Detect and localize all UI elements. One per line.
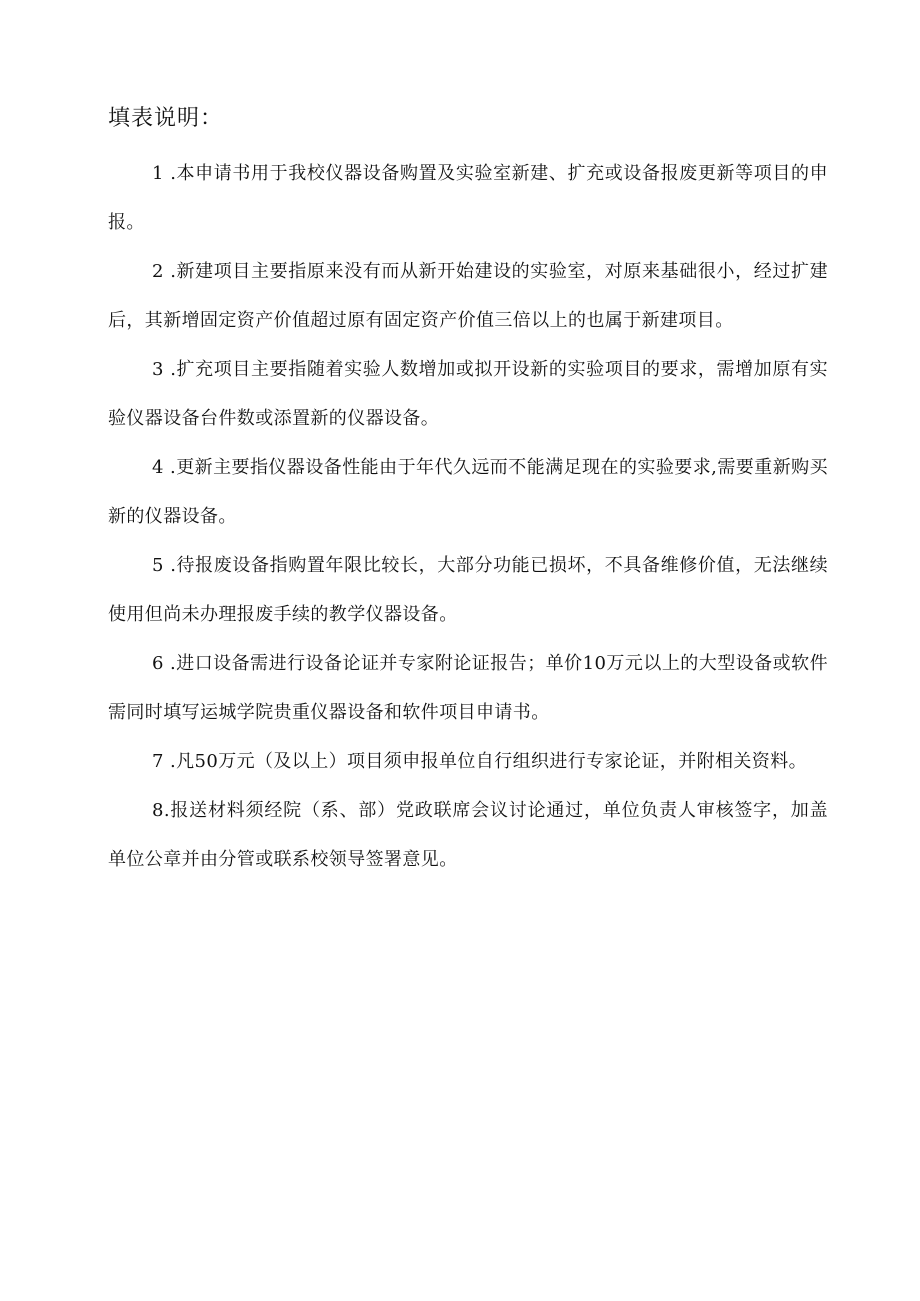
instruction-item-7: 7 .凡50万元（及以上）项目须申报单位自行组织进行专家论证，并附相关资料。 [152,751,807,772]
instruction-item-4: 4 .更新主要指仪器设备性能由于年代久远而不能满足现在的实验要求,需要重新购买新的仪器设备。 [108,457,828,527]
instruction-item-2: 2 .新建项目主要指原来没有而从新开始建设的实验室，对原来基础很小，经过扩建后，其新增固定资产价值超过原有固定资产价值三倍以上的也属于新建项目。 [108,261,828,331]
instruction-item-6: 6 .进口设备需进行设备论证并专家附论证报告；单价10万元以上的大型设备或软件需同时填写运城学院贵重仪器设备和软件项目申请书。 [108,653,828,723]
instruction-item-3: 3 .扩充项目主要指随着实验人数增加或拟开设新的实验项目的要求，需增加原有实验仪器设备台件数或添置新的仪器设备。 [108,359,828,429]
instruction-item-1: 1 .本申请书用于我校仪器设备购置及实验室新建、扩充或设备报废更新等项目的申报。 [108,163,828,233]
instruction-item-5: 5 .待报废设备指购置年限比较长，大部分功能已损坏，不具备维修价值，无法继续使用但尚未办理报废手续的教学仪器设备。 [108,555,828,625]
instructions-section [108,103,828,884]
section-heading: 填表说明： [108,106,224,131]
instruction-item-8: 8.报送材料须经院（系、部）党政联席会议讨论通过，单位负责人审核签字，加盖单位公章并由分管或联系校领导签署意见。 [108,800,828,870]
